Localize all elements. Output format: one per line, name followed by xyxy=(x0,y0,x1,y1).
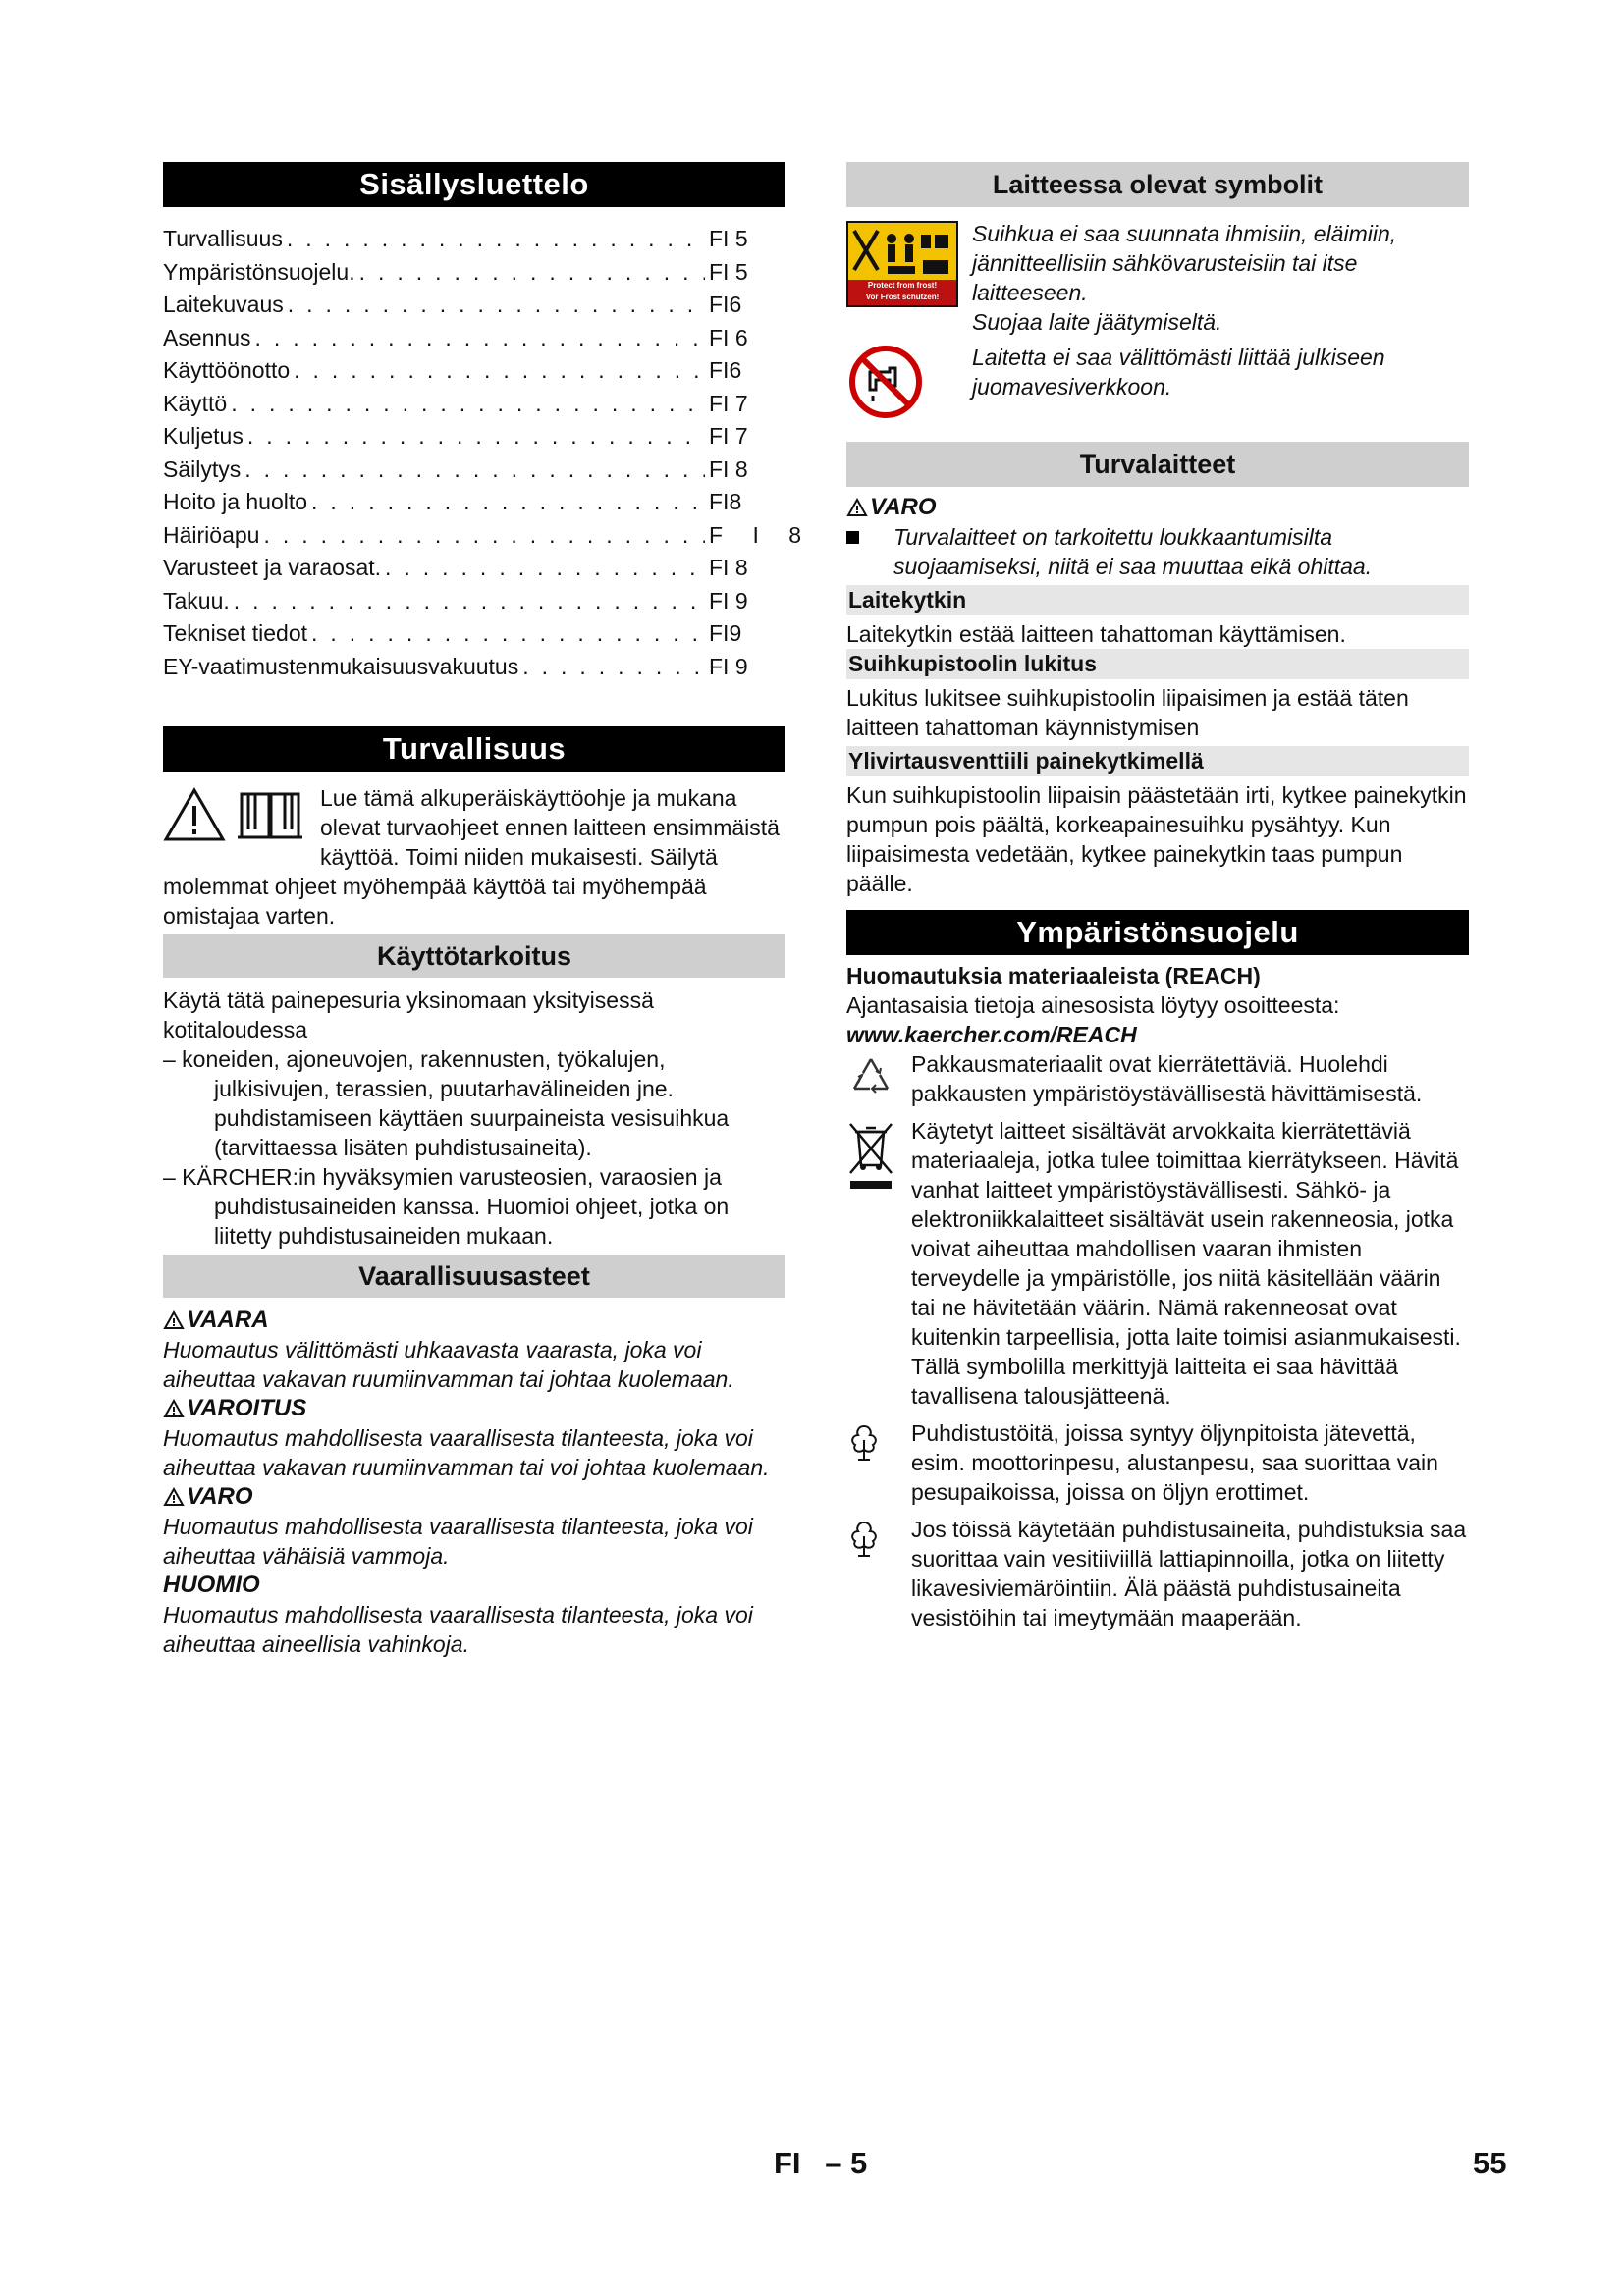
hazard-level-text: Huomautus mahdollisesta vaarallisesta tilanteesta, joka voi aiheuttaa aineellisia vahinkoja. xyxy=(163,1602,753,1657)
env-item: Puhdistustöitä, joissa syntyy öljynpitoista jätevettä, esim. moottorinpesu, alustanpesu, saa suorittaa vain pesupaikoissa, joissa on öljyn erottimet. xyxy=(846,1418,1469,1507)
devices-heading: Turvalaitteet xyxy=(846,442,1469,487)
toc-item[interactable]: Turvallisuus . . . FI 5 xyxy=(163,223,785,256)
symbol-text: Suihkua ei saa suunnata ihmisiin, eläimiin, jännitteellisiin sähkövarusteisiin tai itse laitteeseen. xyxy=(972,221,1397,305)
symbol-text: Laitetta ei saa välittömästi liittää julkiseen juomavesiverkkoon. xyxy=(972,345,1385,400)
device-sub-text: Kun suihkupistoolin liipaisin päästetään irti, kytkee painekytkin pumpun pois päältä, korkeapainesuihku pysähtyy. Kun liipaisimesta vedetään, kytkee painekytkin taas pumpun päälle. xyxy=(846,782,1467,896)
reach-title: Huomautuksia materiaaleista (REACH) xyxy=(846,963,1261,988)
warning-triangle-icon xyxy=(846,498,868,517)
toc-item[interactable]: Käyttö . . . FI 7 xyxy=(163,388,785,421)
frost-label-en: Protect from frost! xyxy=(867,281,938,290)
right-column xyxy=(846,162,1469,1632)
warning-triangle-icon xyxy=(163,1399,185,1418)
hazard-level-label: VARO xyxy=(163,1482,785,1512)
device-sub-heading: Laitekytkin xyxy=(846,585,1469,615)
toc-item[interactable]: Asennus . . . FI 6 xyxy=(163,322,785,355)
env-item: Jos töissä käytetään puhdistusaineita, puhdistuksia saa suorittaa vain vesitiiviillä lattiapinnoilla, jotka on liitetty likavesiviemäröintiin. Älä päästä puhdistusaineita vesistöihin tai imeytymään maaperään. xyxy=(846,1515,1469,1632)
symbol-text: Suojaa laite jäätymiseltä. xyxy=(972,309,1222,335)
reach-text: Ajantasaisia tietoja ainesosista löytyy osoitteesta: xyxy=(846,992,1340,1018)
warning-triangle-icon xyxy=(163,786,226,843)
device-sub-heading: Suihkupistoolin lukitus xyxy=(846,649,1469,679)
no-drinking-water-connection-icon xyxy=(846,343,925,421)
no-spray-frost-label-icon xyxy=(846,221,958,307)
devices-warn-item: Turvalaitteet on tarkoitettu loukkaantumisilta suojaamiseksi, niitä ei saa muuttaa eikä ohittaa. xyxy=(846,522,1469,581)
hazard-level-text: Huomautus välittömästi uhkaavasta vaarasta, joka voi aiheuttaa vakavan ruumiinvamman tai johtaa kuolemaan. xyxy=(163,1337,734,1392)
env-item: Käytetyt laitteet sisältävät arvokkaita kierrätettäviä materiaaleja, jotka tulee toimittaa kierrätykseen. Hävitä vanhat laitteet ympäristöystävällisesti. Sähkö- ja elektroniikkalaitteet sisältävät usein rakenneosia, jotka voivat aiheuttaa mahdollisen vaaran ihmisten terveydelle ja ympäristölle, jos niitä käsitellään väärin tai ne hävitetään väärin. Nämä rakenneosat ovat kuitenkin tarpeellisia, jotta laite toimisi asianmukaisesti. Tällä symbolilla merkittyjä laitteita ei saa hävittää tavallisena talousjätteenä. xyxy=(846,1116,1469,1411)
device-sub-text: Lukitus lukitsee suihkupistoolin liipaisimen ja estää täten laitteen tahattoman käynnistymisen xyxy=(846,685,1409,740)
footer-page-number: 55 xyxy=(1473,2146,1507,2180)
safety-intro: Lue tämä alkuperäiskäyttöohje ja mukana olevat turvaohjeet ennen laitteen ensimmäistä käyttöä. Toimi niiden mukaisesti. Säilytä molemmat ohjeet myöhempää käyttöä tai myöhempää omistajaa varten. xyxy=(163,785,780,929)
toc-item[interactable]: Tekniset tiedot . . . FI9 xyxy=(163,617,785,651)
left-column xyxy=(163,162,802,1659)
hazard-level-label: VAARA xyxy=(163,1306,785,1335)
hazard-level-text: Huomautus mahdollisesta vaarallisesta tilanteesta, joka voi aiheuttaa vähäisiä vammoja. xyxy=(163,1514,753,1569)
warning-triangle-icon xyxy=(163,1487,185,1507)
safety-heading: Turvallisuus xyxy=(163,726,785,772)
square-bullet-icon xyxy=(846,522,893,581)
safety-icons xyxy=(163,783,320,846)
symbols-heading: Laitteessa olevat symbolit xyxy=(846,162,1469,207)
device-sub-heading: Ylivirtausventtiili painekytkimellä xyxy=(846,746,1469,776)
environment-tree-icon xyxy=(846,1422,882,1462)
manual-book-icon xyxy=(236,786,304,843)
toc-item[interactable]: Takuu. . . . FI 9 xyxy=(163,585,785,618)
reach-url[interactable]: www.kaercher.com/REACH xyxy=(846,1022,1137,1047)
symbol-item xyxy=(846,219,1469,337)
warning-triangle-icon xyxy=(163,1310,185,1330)
recycling-icon xyxy=(846,1053,895,1102)
env-item: Pakkausmateriaalit ovat kierrätettäviä. Huolehdi pakkausten ympäristöystävällisestä hävittämisestä. xyxy=(846,1049,1469,1108)
toc-item[interactable]: Ympäristönsuojelu. . . . FI 5 xyxy=(163,256,785,290)
hazard-heading: Vaarallisuusasteet xyxy=(163,1255,785,1298)
toc-item[interactable]: Hoito ja huolto . . . FI8 xyxy=(163,486,785,519)
toc-item[interactable]: Käyttöönotto . . . FI6 xyxy=(163,354,785,388)
crossed-out-bin-icon xyxy=(846,1120,895,1195)
toc-item[interactable]: Kuljetus . . . FI 7 xyxy=(163,420,785,454)
hazard-level-label: VAROITUS xyxy=(163,1394,785,1423)
purpose-intro: Käytä tätä painepesuria yksinomaan yksityisessä kotitaloudessa xyxy=(163,988,654,1042)
purpose-heading: Käyttötarkoitus xyxy=(163,934,785,978)
symbol-item xyxy=(846,343,1469,428)
device-sub-text: Laitekytkin estää laitteen tahattoman käyttämisen. xyxy=(846,621,1346,647)
environment-tree-icon xyxy=(846,1519,882,1558)
toc-item[interactable]: Laitekuvaus . . . FI6 xyxy=(163,289,785,322)
hazard-level-label: HUOMIO xyxy=(163,1572,260,1598)
toc-heading: Sisällysluettelo xyxy=(163,162,785,207)
toc-list xyxy=(163,223,802,683)
devices-warn-label: VARO xyxy=(846,493,1469,522)
toc-item[interactable]: Säilytys . . . FI 8 xyxy=(163,454,785,487)
footer-section-label: FI – 5 xyxy=(774,2146,868,2180)
toc-item[interactable]: Häiriöapu . . . F I 8 xyxy=(163,519,785,553)
toc-item[interactable]: Varusteet ja varaosat. . . . FI 8 xyxy=(163,552,785,585)
env-heading: Ympäristönsuojelu xyxy=(846,910,1469,955)
purpose-item: – koneiden, ajoneuvojen, rakennusten, työkalujen, julkisivujen, terassien, puutarhavälineiden jne. puhdistamiseen käyttäen suurpaineista vesisuihkua (tarvittaessa lisäten puhdistusaineita). xyxy=(163,1046,730,1160)
frost-label-de: Vor Frost schützen! xyxy=(865,293,940,301)
purpose-item: – KÄRCHER:in hyväksymien varusteosien, varaosien ja puhdistusaineiden kanssa. Huomioi ohjeet, jotka on liitetty puhdistusaineiden mukaan. xyxy=(163,1164,730,1249)
toc-item[interactable]: EY-vaatimustenmukaisuusvakuutus . . . FI 9 xyxy=(163,651,785,684)
hazard-level-text: Huomautus mahdollisesta vaarallisesta tilanteesta, joka voi aiheuttaa vakavan ruumiinvamman tai voi johtaa kuolemaan. xyxy=(163,1425,770,1480)
